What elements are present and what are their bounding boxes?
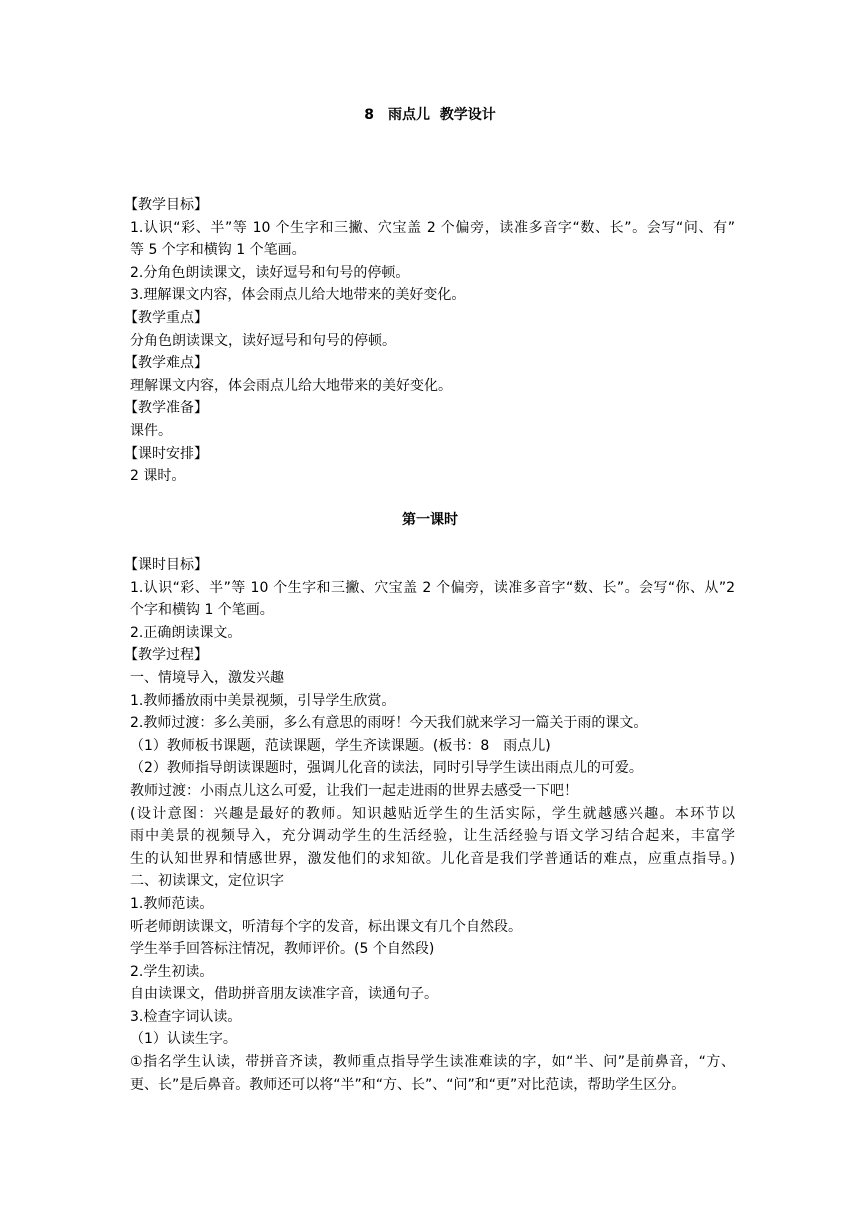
heading-schedule: 【课时安排】 bbox=[124, 445, 208, 462]
text-line: 3.检查字词认读。 bbox=[130, 1008, 242, 1025]
text-line: 2.分角色朗读课文，读好逗号和句号的停顿。 bbox=[130, 264, 410, 281]
text-line: 雨中美景的视频导入，充分调动学生的生活经验，让生活经验与语文学习结合起来，丰富学 bbox=[130, 828, 735, 845]
text-line: 课件。 bbox=[130, 422, 172, 439]
first-lesson-body bbox=[124, 554, 735, 1096]
text-line: 2.正确朗读课文。 bbox=[130, 624, 242, 641]
text-line: 2.教师过渡：多么美丽，多么有意思的雨呀！今天我们就来学习一篇关于雨的课文。 bbox=[130, 715, 648, 732]
heading-difficulties: 【教学难点】 bbox=[124, 355, 208, 372]
heading-teaching-goals: 【教学目标】 bbox=[124, 197, 208, 213]
text-line: （1）认读生字。 bbox=[130, 1031, 237, 1048]
text-line: 分角色朗读课文，读好逗号和句号的停顿。 bbox=[130, 332, 396, 349]
lesson-title: 第一课时 bbox=[402, 512, 458, 528]
text-line: （2）教师指导朗读课题时，强调儿化音的读法，同时引导学生读出雨点儿的可爱。 bbox=[130, 760, 643, 777]
text-line: ①指名学生认读，带拼音齐读，教师重点指导学生读准难读的字，如“半、问”是前鼻音，“方、 bbox=[130, 1054, 735, 1071]
text-line: 1.教师播放雨中美景视频，引导学生欣赏。 bbox=[130, 692, 396, 709]
text-line: 个字和横钩 1 个笔画。 bbox=[130, 602, 274, 619]
heading-preparation: 【教学准备】 bbox=[124, 400, 208, 417]
document-title: 8 雨点儿 教学设计 bbox=[364, 107, 496, 123]
text-line: 1.教师范读。 bbox=[130, 895, 214, 912]
text-line: 2 课时。 bbox=[130, 468, 186, 485]
text-line: 等 5 个字和横钩 1 个笔画。 bbox=[130, 242, 306, 259]
heading-teaching-process: 【教学过程】 bbox=[124, 647, 208, 664]
text-line: 2.学生初读。 bbox=[130, 963, 214, 980]
text-line: （1）教师板书课题，范读课题，学生齐读课题。(板书：8 雨点儿) bbox=[130, 737, 551, 754]
text-line: 1.认识“彩、半”等 10 个生字和三撇、穴宝盖 2 个偏旁，读准多音字“数、长”。会写“你、从”2 bbox=[130, 579, 735, 596]
text-line: 生的认知世界和情感世界，激发他们的求知欲。儿化音是我们学普通话的难点，应重点指导。) bbox=[130, 850, 735, 867]
text-line: (设计意图：兴趣是最好的教师。知识越贴近学生的生活实际，学生就越感兴趣。本环节以 bbox=[130, 805, 735, 822]
text-line: 一、情境导入，激发兴趣 bbox=[130, 669, 284, 686]
text-line: 自由读课文，借助拼音朋友读准字音，读通句子。 bbox=[130, 986, 438, 1003]
text-line: 理解课文内容，体会雨点儿给大地带来的美好变化。 bbox=[130, 377, 452, 394]
text-line: 二、初读课文，定位识字 bbox=[130, 873, 284, 890]
heading-lesson-goals: 【课时目标】 bbox=[124, 557, 208, 573]
heading-key-points: 【教学重点】 bbox=[124, 309, 208, 326]
text-line: 听老师朗读课文，听清每个字的发音，标出课文有几个自然段。 bbox=[130, 918, 522, 935]
text-line: 3.理解课文内容，体会雨点儿给大地带来的美好变化。 bbox=[130, 287, 466, 304]
lesson-plan-overview bbox=[124, 194, 735, 488]
text-line: 学生举手回答标注情况，教师评价。(5 个自然段) bbox=[130, 941, 435, 958]
text-line: 1.认识“彩、半”等 10 个生字和三撇、穴宝盖 2 个偏旁，读准多音字“数、长”。会写“问、有” bbox=[130, 219, 735, 236]
text-line: 教师过渡：小雨点儿这么可爱，让我们一起走进雨的世界去感受一下吧！ bbox=[130, 782, 578, 799]
text-line: 更、长”是后鼻音。教师还可以将“半”和“方、长”、“问”和“更”对比范读，帮助学生区分。 bbox=[130, 1076, 686, 1093]
